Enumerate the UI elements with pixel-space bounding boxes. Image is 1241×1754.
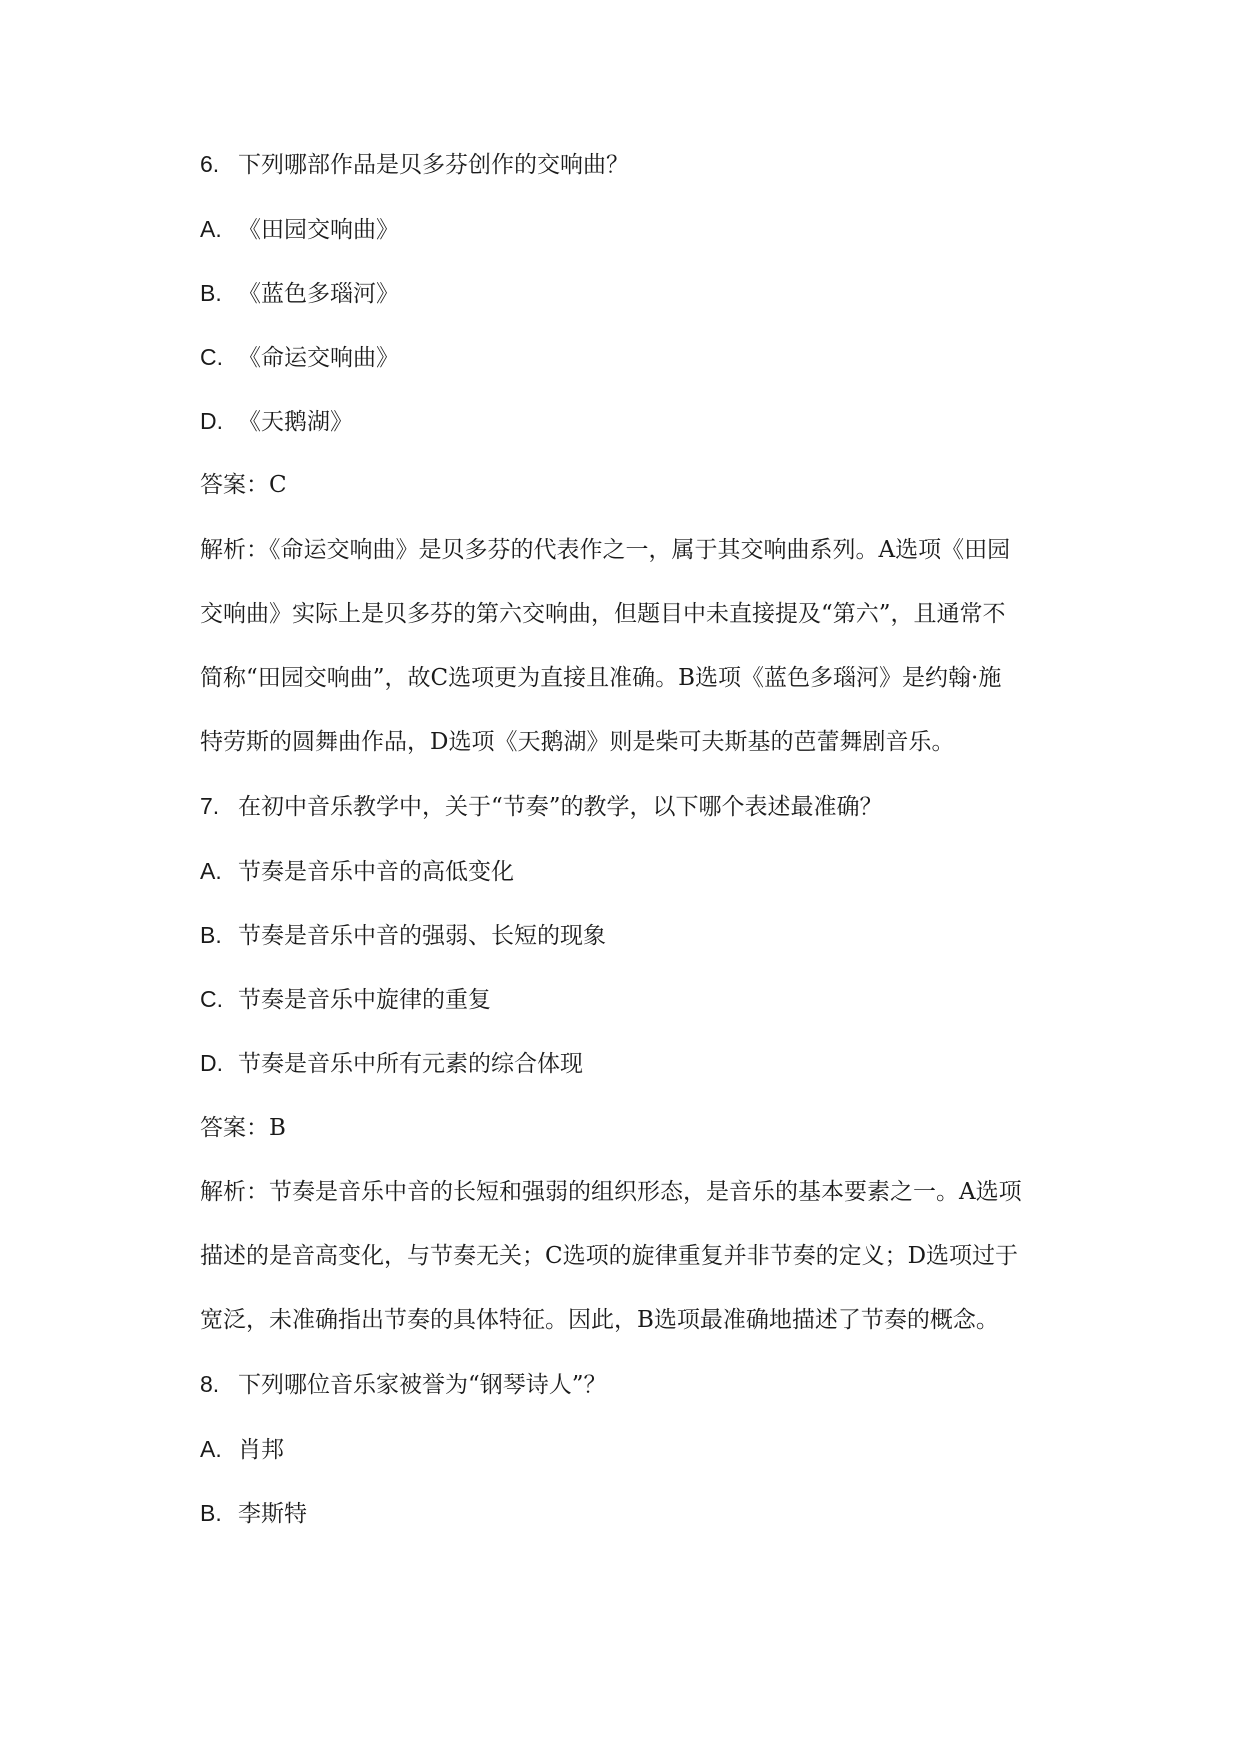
option-text: 《蓝色多瑙河》 <box>238 281 399 307</box>
question-7 <box>200 792 883 821</box>
explanation-line: 简称“田园交响曲”，故C选项更为直接且准确。B选项《蓝色多瑙河》是约翰·施 <box>200 665 1002 691</box>
answer <box>200 1114 286 1142</box>
option-letter: B. <box>200 280 222 306</box>
option-text: 节奏是音乐中音的高低变化 <box>238 859 514 885</box>
option-a <box>200 215 399 244</box>
option-letter: A. <box>200 1436 222 1462</box>
option-text: 李斯特 <box>238 1501 307 1527</box>
option-text: 《命运交响曲》 <box>238 345 399 371</box>
option-letter: B. <box>200 1500 222 1526</box>
option-letter: C. <box>200 986 223 1012</box>
option-letter: D. <box>200 1050 223 1076</box>
option-d <box>200 407 353 436</box>
option-text: 节奏是音乐中旋律的重复 <box>238 987 491 1013</box>
answer-text: 答案：C <box>200 472 287 498</box>
explanation-line: 特劳斯的圆舞曲作品，D选项《天鹅湖》则是柴可夫斯基的芭蕾舞剧音乐。 <box>200 729 955 755</box>
explanation-line: 解析：《命运交响曲》是贝多芬的代表作之一，属于其交响曲系列。A选项《田园 <box>200 537 1011 563</box>
question-8 <box>200 1370 607 1399</box>
option-b <box>200 921 606 950</box>
option-b <box>200 279 399 308</box>
option-a <box>200 1435 284 1464</box>
option-letter: D. <box>200 408 223 434</box>
option-letter: C. <box>200 344 223 370</box>
option-c <box>200 985 491 1014</box>
question-number: 7. <box>200 793 220 819</box>
explanation-line: 宽泛，未准确指出节奏的具体特征。因此，B选项最准确地描述了节奏的概念。 <box>200 1307 999 1333</box>
option-letter: B. <box>200 922 222 948</box>
answer-text: 答案：B <box>200 1115 286 1141</box>
question-text: 下列哪位音乐家被誉为“钢琴诗人”？ <box>238 1372 607 1398</box>
question-number: 8. <box>200 1371 220 1397</box>
option-b <box>200 1499 307 1528</box>
question-text: 在初中音乐教学中，关于“节奏”的教学，以下哪个表述最准确？ <box>238 794 883 820</box>
option-c <box>200 343 399 372</box>
question-text: 下列哪部作品是贝多芬创作的交响曲？ <box>238 152 629 178</box>
option-d <box>200 1049 583 1078</box>
option-letter: A. <box>200 858 222 884</box>
option-a <box>200 857 514 886</box>
explanation-line: 交响曲》实际上是贝多芬的第六交响曲，但题目中未直接提及“第六”，且通常不 <box>200 601 1006 627</box>
option-text: 《田园交响曲》 <box>238 217 399 243</box>
option-text: 节奏是音乐中音的强弱、长短的现象 <box>238 923 606 949</box>
option-text: 节奏是音乐中所有元素的综合体现 <box>238 1051 583 1077</box>
option-text: 肖邦 <box>238 1437 284 1463</box>
option-text: 《天鹅湖》 <box>238 409 353 435</box>
answer <box>200 471 287 499</box>
question-number: 6. <box>200 151 220 177</box>
question-6 <box>200 150 629 179</box>
explanation-line: 描述的是音高变化，与节奏无关；C选项的旋律重复并非节奏的定义；D选项过于 <box>200 1243 1019 1269</box>
explanation-line: 解析：节奏是音乐中音的长短和强弱的组织形态，是音乐的基本要素之一。A选项 <box>200 1179 1022 1205</box>
option-letter: A. <box>200 216 222 242</box>
